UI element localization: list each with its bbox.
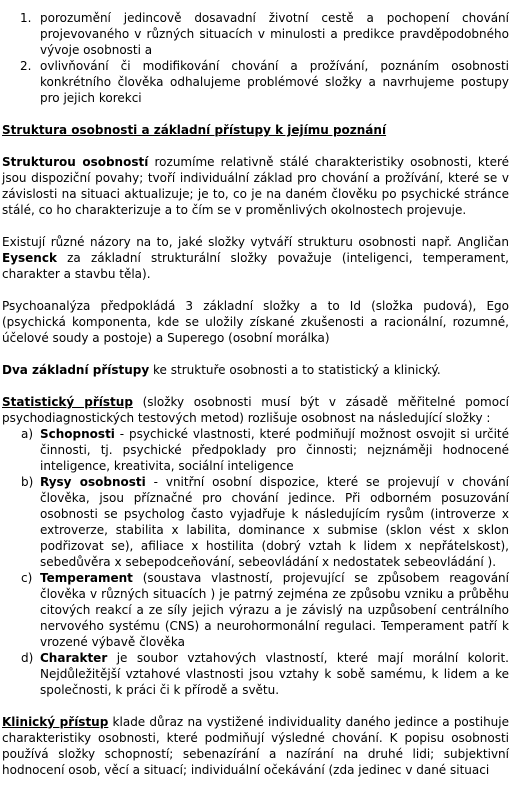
- list-item-text: porozumění jedincově dosavadní životní cestě a pochopení chování projevovaného v různých situacích v minulosti a predikce pravděpodobného vývoje osobnosti a: [40, 11, 509, 57]
- components-list: [2, 426, 509, 698]
- list-letter: b): [21, 475, 34, 489]
- bold-term: Klinický přístup: [2, 715, 109, 729]
- bold-term: Temperament: [40, 571, 133, 585]
- list-letter: c): [21, 571, 33, 585]
- bold-term: Statistický přístup: [2, 395, 133, 409]
- goals-list: [2, 10, 509, 106]
- bold-term: Dva základní přístupy: [2, 363, 150, 377]
- paragraph-views: Existují různé názory na to, jaké složky vytváří strukturu osobnosti např. Angličan Eysenck za základní strukturální složky považuje (inteligenci, temperament, charakter a stavbu těla).: [2, 235, 509, 281]
- list-item: [2, 58, 509, 106]
- paragraph-two-approaches: Dva základní přístupy ke struktuře osobnosti a to statistický a klinický.: [2, 363, 441, 377]
- list-item: a) Schopnosti - psychické vlastnosti, které podmiňují možnost osvojit si určité činnosti, tj. psychické předpoklady pro činnosti; nejznáměji hodnocené inteligence, kreativita, sociální inteligence: [21, 427, 509, 473]
- list-number: 2.: [20, 59, 32, 73]
- list-item: c) Temperament (soustava vlastností, projevující se způsobem reagování člověka v různých situacích ) je patrný zejména ze způsobu vzniku a průběhu citových reakcí a ze síly jejich výrazu a je závislý na uzpůsobení centrálního nervového systému (CNS) a neurohormonální regulaci. Temperament patří k vrozené výbavě člověka: [21, 571, 509, 649]
- list-item-text: ovlivňování či modifikování chování a prožívání, poznáním osobnosti konkrétního člověka odhalujeme problémové složky a navrhujeme postupy pro jejich korekci: [40, 59, 509, 105]
- list-item: b) Rysy osobnosti - vnitřní osobní dispozice, které se projevují v chování člověka, jsou příznačné pro chování jedince. Při odborném posuzování osobnosti se psycholog často vyjadřuje k následujícím rysům (introverze x extroverze, stabilita x labilita, dominance x submise (sklon vést x sklon podřizovat se), afiliace x hostilita (dobrý vztah k lidem x nepřátelskost), sebedůvěra x sebepodceňování, sebeovládání x nedostatek sebeovládání ).: [21, 475, 510, 569]
- bold-term: Eysenck: [2, 251, 57, 265]
- list-number: 1.: [20, 11, 32, 25]
- paragraph-clinical: Klinický přístup klade důraz na vystižené individuality daného jedince a postihuje charakteristiky osobnosti, které podmiňují výsledné chování. K popisu osobnosti používá složky schopností; sebenazírání a nazírání na druhé lidi; subjektivní hodnocení osob, věcí a situací; individuální očekávání (zda jedinec v dané situaci: [2, 715, 509, 777]
- bold-term: Schopnosti: [40, 427, 115, 441]
- bold-term: Rysy osobnosti: [40, 475, 146, 489]
- section-heading: Struktura osobnosti a základní přístupy k jejímu poznání: [2, 123, 387, 137]
- paragraph-psychoanalysis: Psychoanalýza předpokládá 3 základní složky a to Id (složka pudová), Ego (psychická komponenta, kde se uložily získané zkušenosti a racionální, rozumné, účelové soudy a postoje) a Superego (osobní morálka): [2, 299, 509, 345]
- list-item: [2, 10, 509, 58]
- list-item: d) Charakter je soubor vztahových vlastností, které mají morální kolorit. Nejdůležitější vztahové vlastnosti jsou vztahy k sobě samému, k lidem a ke společnosti, k práci či k přírodě a světu.: [21, 651, 509, 697]
- bold-term: Charakter: [40, 651, 108, 665]
- document-page: [2, 10, 509, 778]
- paragraph-structure: Strukturou osobností rozumíme relativně stálé charakteristiky osobnosti, které jsou dispoziční povahy; tvoří individuální základ pro chování a prožívání, které se v závislosti na situaci aktualizuje; je to, co je na daném člověku po psychické stránce stálé, co ho charakterizuje a to čím se v proměnlivých okolnostech projevuje.: [2, 155, 509, 217]
- paragraph-statistical: Statistický přístup (složky osobnosti musí být v zásadě měřitelné pomocí psychodiagnostických testových metod) rozlišuje osobnost na následující složky :: [2, 395, 509, 425]
- list-letter: d): [21, 651, 34, 665]
- list-letter: a): [21, 427, 34, 441]
- bold-term: Strukturou osobností: [2, 155, 149, 169]
